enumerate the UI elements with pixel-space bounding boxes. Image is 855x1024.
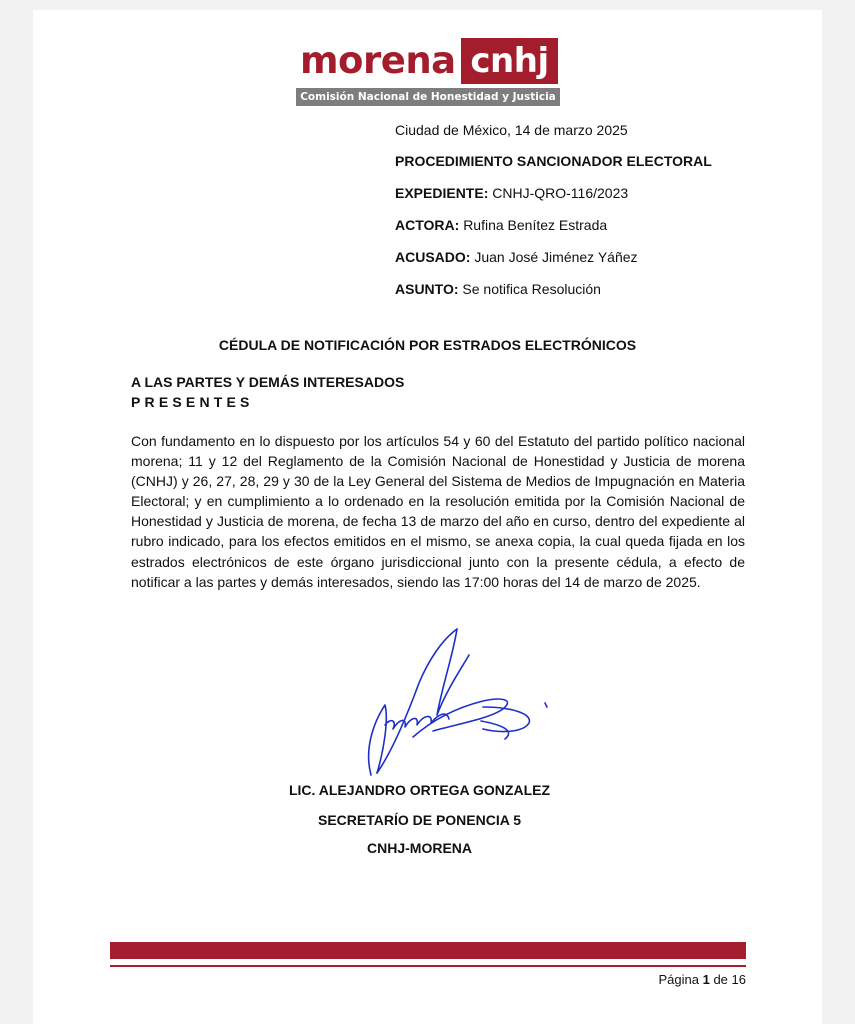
acusado-value: Juan José Jiménez Yáñez xyxy=(474,249,638,265)
addressee-line1: A LAS PARTES Y DEMÁS INTERESADOS xyxy=(131,374,405,390)
handwritten-signature xyxy=(333,625,553,785)
asunto-value: Se notifica Resolución xyxy=(462,281,601,297)
document-page xyxy=(33,10,822,1024)
addressee-line2: PRESENTES xyxy=(131,394,254,410)
document-title: CÉDULA DE NOTIFICACIÓN POR ESTRADOS ELECTRÓNICOS xyxy=(218,337,637,353)
acusado-label: ACUSADO: xyxy=(395,249,471,265)
logo-box-cnhj: cnhj xyxy=(461,38,558,84)
expediente-value: CNHJ-QRO-116/2023 xyxy=(492,185,629,201)
body-paragraph: Con fundamento en lo dispuesto por los artículos 54 y 60 del Estatuto del partido político nacional morena; 11 y 12 del Reglamento de la Comisión Nacional de Honestidad y Justicia de morena (CNHJ) y 26, 27, 28, 29 y 30 de la Ley General del Sistema de Medios de Impugnación en Materia Electoral; y en cumplimiento a lo ordenado en la resolución emitida por la Comisión Nacional de Honestidad y Justicia de morena, de fecha 13 de marzo del año en curso, dentro del expediente al rubro indicado, para los efectos emitidos en el mismo, se anexa copia, la cual queda fijada en los estrados electrónicos de este órgano jurisdiccional junto con la presente cédula, a efecto de notificar a las partes y demás interesados, siendo las 17:00 horas del 14 de marzo de 2025. xyxy=(131,433,745,590)
footer-rule xyxy=(110,965,746,967)
page-number xyxy=(658,972,746,987)
footer-bar xyxy=(110,942,746,959)
page-total: 16 xyxy=(731,972,746,987)
actora-value: Rufina Benítez Estrada xyxy=(463,217,608,233)
signer-name: LIC. ALEJANDRO ORTEGA GONZALEZ xyxy=(288,782,551,798)
asunto-line xyxy=(395,281,601,297)
place-date: Ciudad de México, 14 de marzo 2025 xyxy=(395,122,628,138)
expediente-label: EXPEDIENTE: xyxy=(395,185,489,201)
logo-subtitle: Comisión Nacional de Honestidad y Justicia xyxy=(296,88,560,106)
expediente-line xyxy=(395,185,628,201)
logo-word-morena: morena xyxy=(300,39,456,82)
procedure-line xyxy=(395,153,712,169)
asunto-label: ASUNTO: xyxy=(395,281,459,297)
signer-role: SECRETARÍO DE PONENCIA 5 xyxy=(317,812,522,828)
page-label: Página xyxy=(658,972,699,987)
procedure-text: PROCEDIMIENTO SANCIONADOR ELECTORAL xyxy=(395,153,712,169)
page-of: de xyxy=(713,972,728,987)
actora-label: ACTORA: xyxy=(395,217,460,233)
acusado-line xyxy=(395,249,638,265)
signer-org: CNHJ-MORENA xyxy=(367,840,472,856)
actora-line xyxy=(395,217,607,233)
cnhj-logo xyxy=(296,34,560,106)
page-current: 1 xyxy=(702,972,710,987)
